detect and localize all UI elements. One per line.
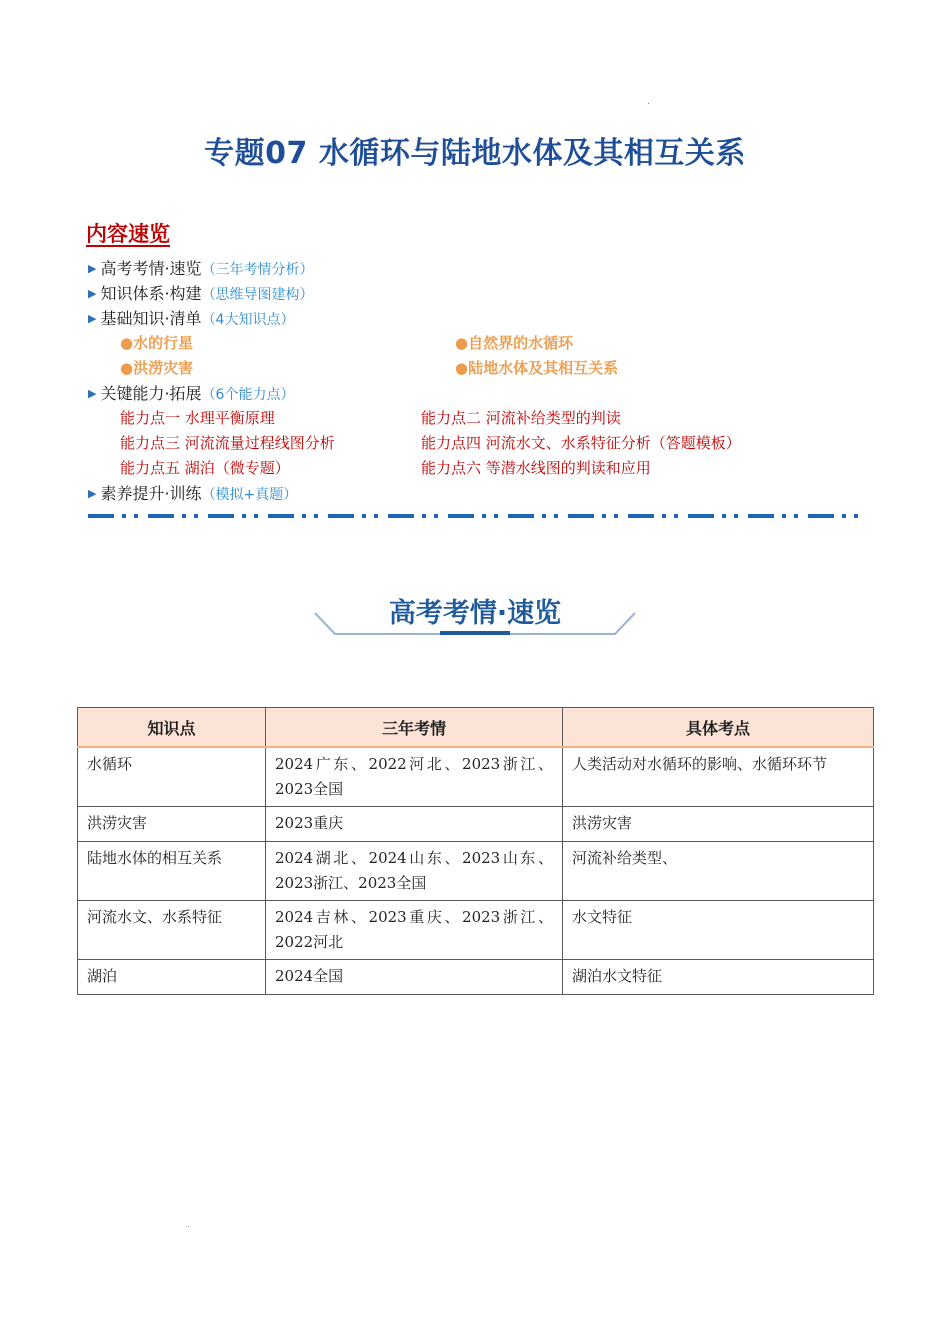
table-cell: 2024广东、2022河北、2023浙江、2023全国 (266, 747, 563, 807)
table-cell: 河流水文、水系特征 (78, 901, 266, 960)
toc-item-note: （模拟+真题） (201, 487, 298, 503)
toc-item-knowledge-system[interactable] (88, 282, 314, 306)
triangle-bullet-icon: ▶ (88, 487, 97, 500)
table-cell: 人类活动对水循环的影响、水循环环节 (563, 747, 874, 807)
toc-item-exam-overview[interactable] (88, 257, 314, 281)
table-cell: 2024吉林、2023重庆、2023浙江、2022河北 (266, 901, 563, 960)
toc-item-label: 关键能力·拓展 (100, 384, 202, 403)
table-row (78, 747, 874, 807)
triangle-bullet-icon: ▶ (88, 287, 97, 300)
toc-item-practice[interactable] (88, 482, 297, 506)
column-header: 知识点 (78, 708, 266, 748)
triangle-bullet-icon: ▶ (88, 387, 97, 400)
toc-item-note: （4大知识点） (201, 312, 295, 328)
toc-item-label: 基础知识·清单 (100, 309, 202, 328)
ability-point-item[interactable]: 能力点二 河流补给类型的判读 (421, 409, 621, 427)
table-cell: 湖泊水文特征 (563, 960, 874, 995)
ability-point-item[interactable]: 能力点四 河流水文、水系特征分析（答题模板） (421, 434, 741, 452)
table-cell: 水循环 (78, 747, 266, 807)
triangle-bullet-icon: ▶ (88, 312, 97, 325)
toc-item-label: 高考考情·速览 (100, 259, 202, 278)
table-cell: 2023重庆 (266, 807, 563, 842)
table-cell: 河流补给类型、 (563, 842, 874, 901)
table-cell: 2024湖北、2024山东、2023山东、2023浙江、2023全国 (266, 842, 563, 901)
table-cell: 湖泊 (78, 960, 266, 995)
dashed-divider (88, 514, 864, 518)
toc-item-note: （思维导图建构） (201, 287, 314, 303)
overview-heading: 内容速览 (86, 222, 170, 246)
ability-point-item[interactable]: 能力点六 等潜水线图的判读和应用 (421, 459, 651, 477)
toc-item-label: 素养提升·训练 (100, 484, 202, 503)
column-header: 具体考点 (563, 708, 874, 748)
ability-point-item[interactable]: 能力点一 水理平衡原理 (120, 409, 275, 427)
table-row (78, 901, 874, 960)
exam-analysis-table (77, 707, 874, 995)
stray-dot (188, 1226, 189, 1227)
table-cell: 2024全国 (266, 960, 563, 995)
ability-point-item[interactable]: 能力点三 河流流量过程线图分析 (120, 434, 335, 452)
column-header: 三年考情 (266, 708, 563, 748)
table-cell: 陆地水体的相互关系 (78, 842, 266, 901)
section-banner (90, 585, 860, 645)
triangle-bullet-icon: ▶ (88, 262, 97, 275)
toc-item-note: （三年考情分析） (201, 262, 314, 278)
toc-item-note: （6个能力点） (201, 387, 295, 403)
page-title: 专题07 水循环与陆地水体及其相互关系 (204, 136, 746, 171)
toc-item-basic-knowledge[interactable] (88, 307, 294, 331)
stray-dot (648, 103, 649, 104)
ability-point-item[interactable]: 能力点五 湖泊（微专题） (120, 459, 290, 477)
table-header-row (78, 708, 874, 748)
knowledge-point-item[interactable]: ●洪涝灾害 (120, 359, 194, 377)
table-cell: 洪涝灾害 (563, 807, 874, 842)
knowledge-point-item[interactable]: ●陆地水体及其相互关系 (455, 359, 619, 377)
knowledge-point-item[interactable]: ●水的行星 (120, 334, 194, 352)
knowledge-point-item[interactable]: ●自然界的水循环 (455, 334, 574, 352)
toc-item-key-abilities[interactable] (88, 382, 294, 406)
table-cell: 水文特征 (563, 901, 874, 960)
section-title: 高考考情·速览 (388, 598, 562, 629)
toc-item-label: 知识体系·构建 (100, 284, 202, 303)
table-row (78, 842, 874, 901)
table-cell: 洪涝灾害 (78, 807, 266, 842)
table-row (78, 960, 874, 995)
table-row (78, 807, 874, 842)
